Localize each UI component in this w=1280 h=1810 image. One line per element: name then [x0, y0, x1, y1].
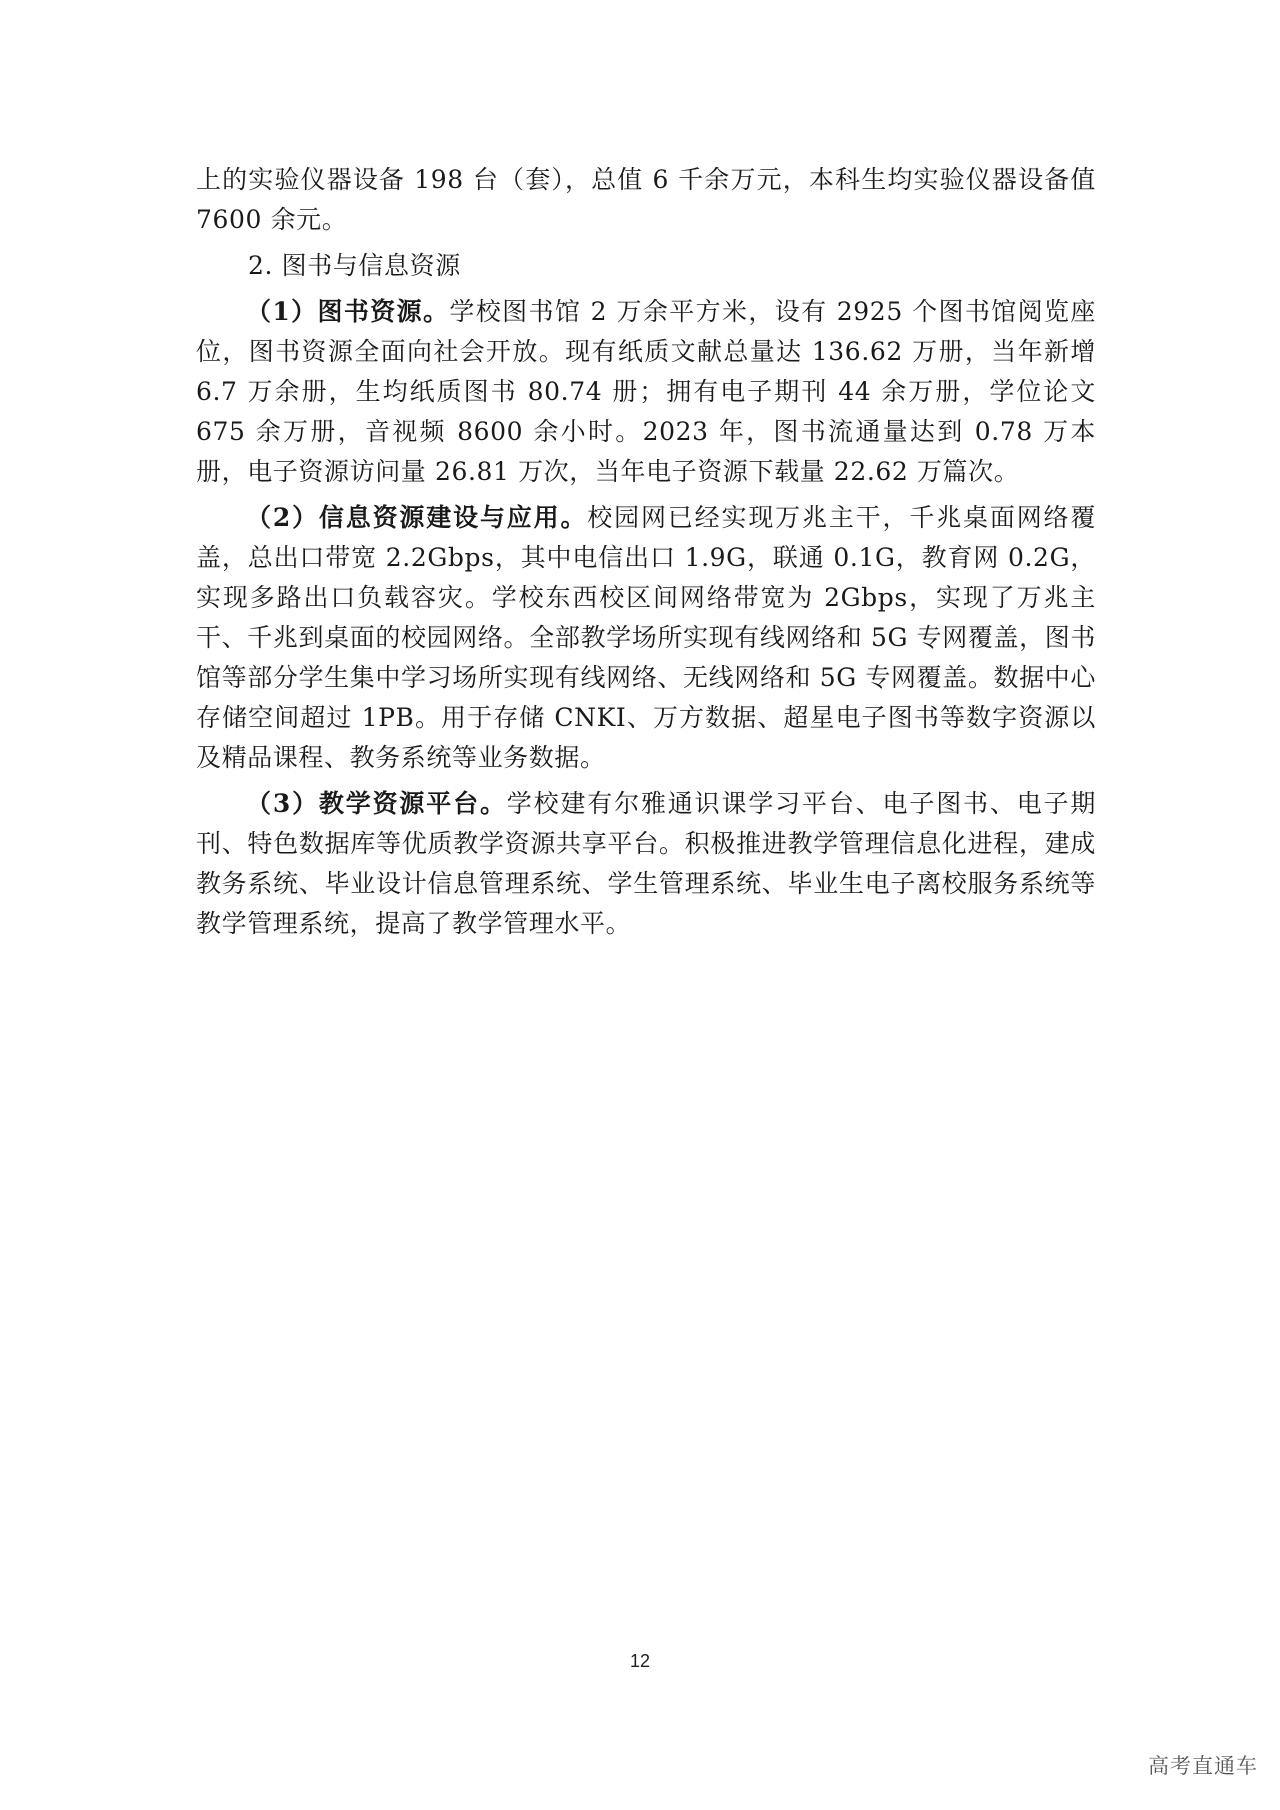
page-number: 12: [629, 1651, 651, 1671]
paragraph-information-resources: [196, 498, 1096, 778]
intro-paragraph: 上的实验仪器设备 198 台（套），总值 6 千余万元，本科生均实验仪器设备值 7600 余元。: [196, 165, 1096, 234]
watermark-text: 高考直通车: [1148, 1754, 1258, 1778]
paragraph-text: 学校建有尔雅通识课学习平台、电子图书、电子期刊、特色数据库等优质教学资源共享平台。积极推进教学管理信息化进程，建成教务系统、毕业设计信息管理系统、学生管理系统、毕业生电子离校服务系统等教学管理系统，提高了教学管理水平。: [196, 789, 1096, 938]
paragraph-lead: （1）图书资源。: [246, 297, 450, 326]
paragraph-teaching-platform: [196, 784, 1096, 944]
paragraph-library-resources: [196, 292, 1096, 492]
paragraph-lead: （3）教学资源平台。: [246, 789, 507, 818]
section-heading: 2. 图书与信息资源: [248, 251, 461, 280]
paragraph-text: 学校图书馆 2 万余平方米，设有 2925 个图书馆阅览座位，图书资源全面向社会开放。现有纸质文献总量达 136.62 万册，当年新增 6.7 万余册，生均纸质图书 80.74 册；拥有电子期刊 44 余万册，学位论文 675 余万册，音视频 8600 余小时。2023 年，图书流通量达到 0.78 万本册，电子资源访问量 26.81 万次，当年电子资源下载量 22.62 万篇次。: [196, 297, 1097, 486]
document-body: [196, 160, 1096, 950]
paragraph-text: 校园网已经实现万兆主干，千兆桌面网络覆盖，总出口带宽 2.2Gbps，其中电信出口 1.9G，联通 0.1G，教育网 0.2G，实现多路出口负载容灾。学校东西校区间网络带宽为 2Gbps，实现了万兆主干、千兆到桌面的校园网络。全部教学场所实现有线网络和 5G 专网覆盖，图书馆等部分学生集中学习场所实现有线网络、无线网络和 5G 专网覆盖。数据中心存储空间超过 1PB。用于存储 CNKI、万方数据、超星电子图书等数字资源以及精品课程、教务系统等业务数据。: [196, 503, 1096, 772]
paragraph-lead: （2）信息资源建设与应用。: [246, 503, 588, 532]
